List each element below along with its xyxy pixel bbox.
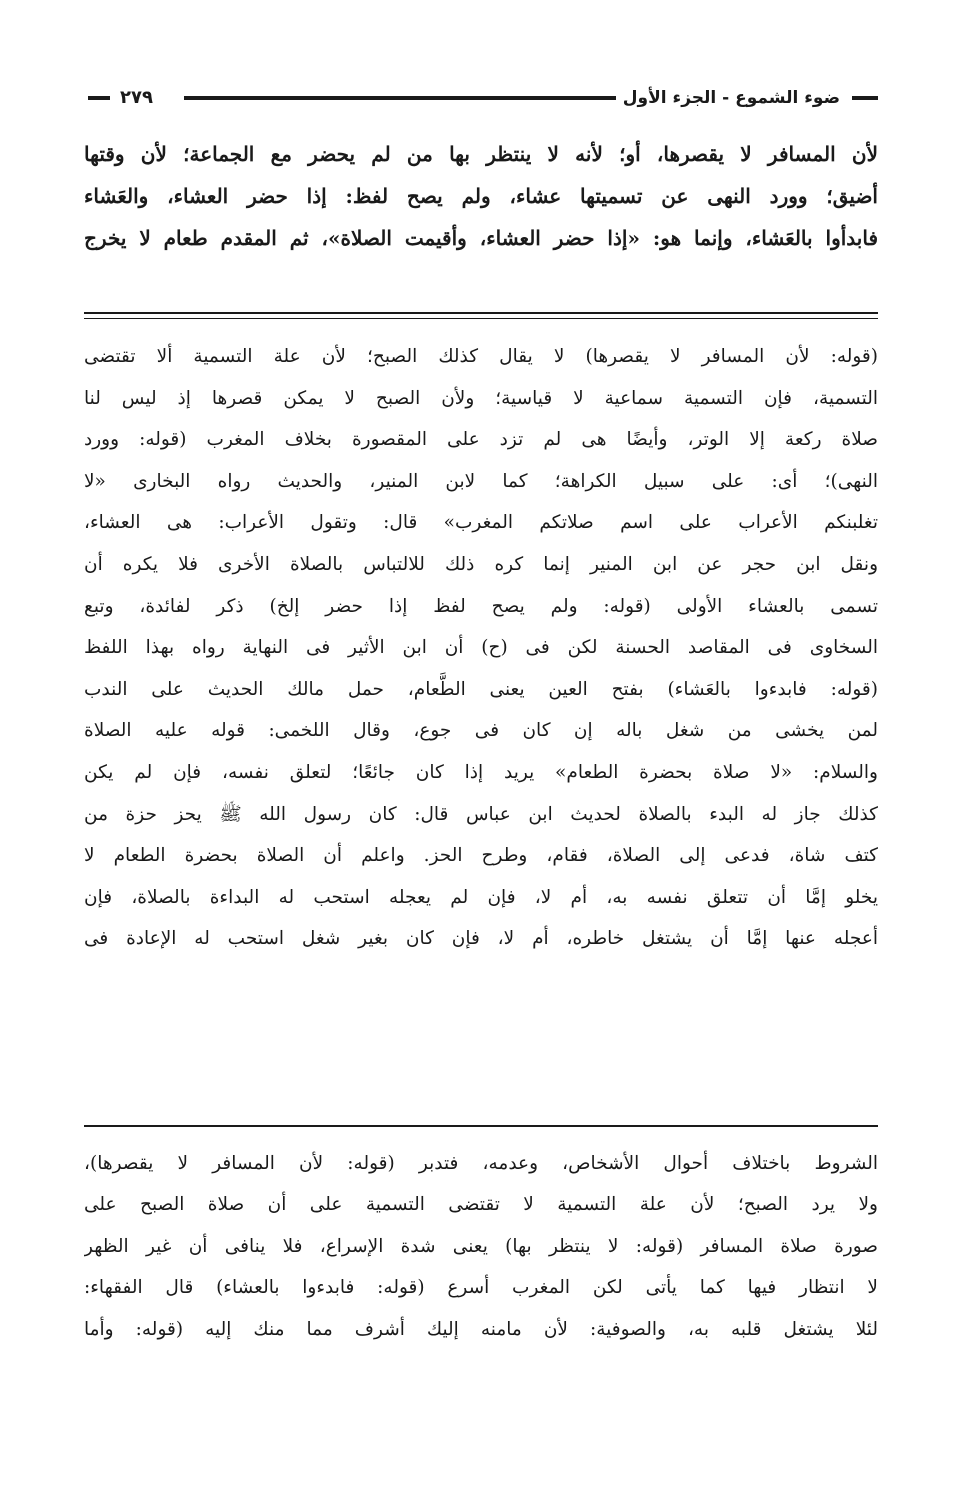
gloss-block xyxy=(84,1143,878,1350)
header-rule xyxy=(184,96,616,100)
gloss-line: ولا يرد الصبح؛ لأن علة التسمية لا تقتضى التسمية على أن صلاة الصبح على xyxy=(84,1194,878,1216)
main-text-line: أضيق؛ وورد النهى عن تسميتها عشاء، ولم يصح لفظ: إذا حضر العشاء، والعَشاء xyxy=(84,184,878,208)
main-text-line: لأن المسافر لا يقصرها، أو؛ لأنه لا ينتظر بها من لم يحضر مع الجماعة؛ لأن وقتها xyxy=(84,142,878,166)
commentary-line: أعجله عنها إمَّا أن يشتغل خاطره، أم لا، فإن كان بغير شغل استحب له الإعادة فى xyxy=(84,928,878,950)
commentary-line: تسمى بالعشاء الأولى (قوله: ولم يصح لفظ إذا حضر إلخ) ذكر لفائدة، وتبع xyxy=(84,595,878,617)
main-text-line: فابدأوا بالعَشاء، وإنما هو: «إذا حضر العشاء، وأقيمت الصلاة»، ثم المقدم طعام لا يخرج xyxy=(84,226,878,250)
commentary-line: ونقل ابن حجر عن ابن المنير إنما كره ذلك للالتباس بالصلاة الأخرى فلا يكره أن xyxy=(84,553,878,575)
running-header xyxy=(88,83,878,113)
gloss-line: الشروط باختلاف أحوال الأشخاص، وعدمه، فتدبر (قوله: لأن المسافر لا يقصرها)، xyxy=(84,1153,878,1174)
main-text-block xyxy=(84,133,878,259)
commentary-line: النهى)؛ أى: على سبيل الكراهة؛ كما لابن المنير، والحديث رواه البخارى «لا xyxy=(84,470,878,492)
gloss-line: لئلا يشتغل قلبه به، والصوفية: لأن مامنه إليك أشرف مما منك إليه (قوله: وأما xyxy=(84,1318,878,1340)
header-title: ضوء الشموع - الجزء الأول xyxy=(622,88,840,108)
commentary-line: (قوله: لأن المسافر لا يقصرها) لا يقال كذلك الصبح؛ لأن علة التسمية ألا تقتضى xyxy=(84,346,878,367)
commentary-line: والسلام: «لا صلاة بحضرة الطعام» يريد إذا كان جائعًا؛ لتعلق نفسه، فإن لم يكن xyxy=(84,761,878,783)
commentary-line: صلاة ركعة إلا الوتر، وأيضًا هى لم تزد على المقصورة بخلاف المغرب (قوله: وورد xyxy=(84,429,878,451)
commentary-line: يخلو إمَّا أن تتعلق نفسه به، أم لا، فإن لم يعجله استحب له البداءة بالصلاة، فإن xyxy=(84,886,878,908)
section-divider-double-inner xyxy=(84,318,878,319)
header-dash-right xyxy=(852,96,878,100)
commentary-line: التسمية، فإن التسمية سماعية لا قياسية؛ ولأن الصبح لا يمكن قصرها إذ ليس لنا xyxy=(84,387,878,409)
footnote-divider xyxy=(84,1125,878,1127)
commentary-line: (قوله: فابدءوا بالعَشاء) بفتح العين يعنى الطَّعام، حمل مالك الحديث على الندب xyxy=(84,678,878,700)
gloss-line: لا انتظار فيها كما يأتى لكن المغرب أسرع (قوله: فابدءوا بالعشاء) قال الفقهاء: xyxy=(84,1277,878,1299)
commentary-line: تغلبنكم الأعراب على اسم صلاتكم المغرب» قال: وتقول الأعراب: هى العشاء، xyxy=(84,512,878,534)
section-divider-double xyxy=(84,312,878,314)
commentary-block xyxy=(84,336,878,960)
commentary-line: لمن يخشى من شغل باله إن كان فى جوع، وقال اللخمى: قوله عليه الصلاة xyxy=(84,720,878,742)
commentary-line: السخاوى فى المقاصد الحسنة لكن فى (ح) أن ابن الأثير فى النهاية رواه بهذا اللفظ xyxy=(84,637,878,659)
gloss-line: صورة صلاة المسافر (قوله: لا ينتظر بها) يعنى شدة الإسراع، فلا ينافى أن غير الظهر xyxy=(84,1235,878,1257)
commentary-line: كذلك جاز له البدء بالصلاة لحديث ابن عباس قال: كان رسول الله ﷺ يحز حزة من xyxy=(84,803,878,825)
page-number: ٢٧٩ xyxy=(120,87,153,108)
commentary-line: كتف شاة، فدعى إلى الصلاة، فقام، وطرح الحز. واعلم أن الصلاة بحضرة الطعام لا xyxy=(84,845,878,867)
header-dash-left xyxy=(88,96,110,100)
